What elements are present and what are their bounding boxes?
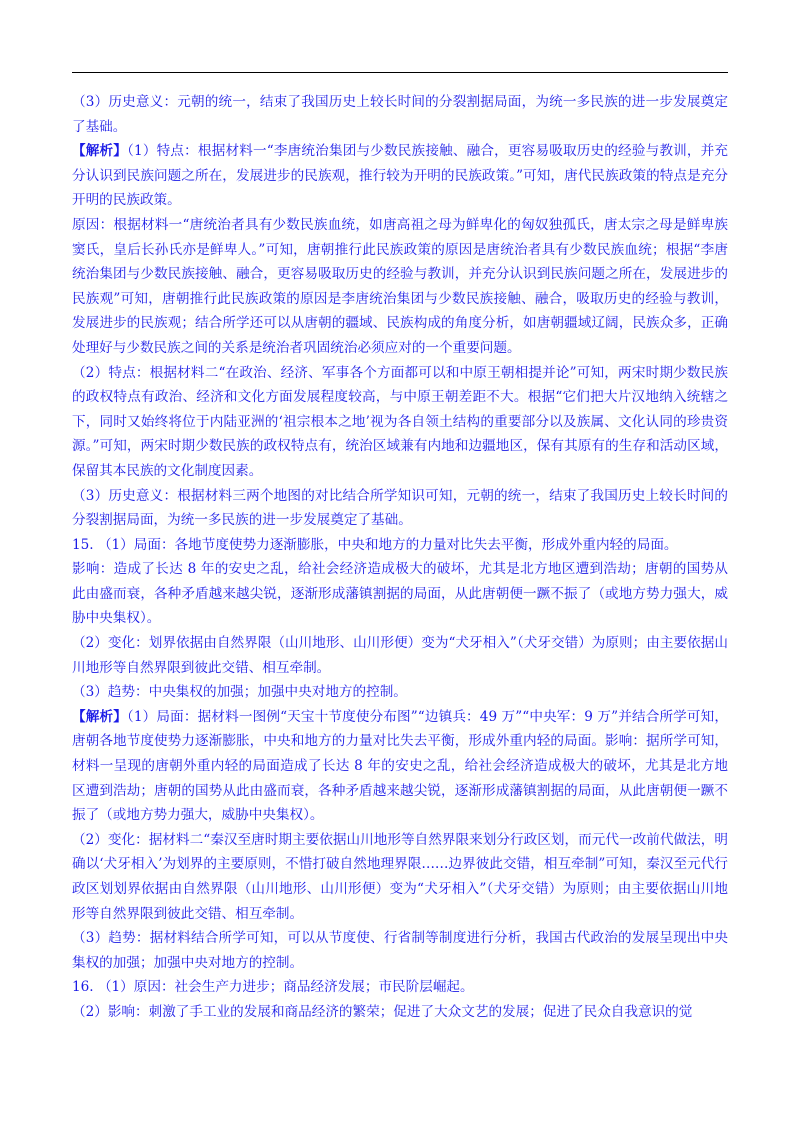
paragraph-text: 16. （1）原因：社会生产力进步；商品经济发展；市民阶层崛起。	[72, 979, 474, 996]
paragraph-text: （2）变化：划界依据由自然界限（山川地形、山川形便）变为“犬牙相入”（犬牙交错）为原则；由主要依据山川地形等自然界限到彼此交错、相互牵制。	[72, 635, 728, 676]
paragraph	[72, 361, 728, 484]
paragraph	[72, 484, 728, 533]
paragraph	[72, 90, 728, 139]
paragraph-text: 15. （1）局面：各地节度使势力逐渐膨胀，中央和地方的力量对比失去平衡，形成外重内轻的局面。	[72, 536, 678, 553]
paragraph	[72, 975, 728, 1000]
paragraph	[72, 680, 728, 705]
paragraph	[72, 828, 728, 926]
paragraph	[72, 533, 728, 558]
header-rule	[72, 72, 728, 73]
paragraph-text: （3）趋势：据材料结合所学可知，可以从节度使、行省制等制度进行分析，我国古代政治的发展呈现出中央集权的加强；加强中央对地方的控制。	[72, 930, 728, 971]
paragraph	[72, 705, 728, 828]
paragraph-text: 影响：造成了长达 8 年的安史之乱，给社会经济造成极大的破坏，尤其是北方地区遭到浩劫；唐朝的国势从此由盛而衰，各种矛盾越来越尖锐，逐渐形成藩镇割据的局面，从此唐朝便一蹶不振了（或地方势力强大，威胁中央集权）。	[72, 561, 728, 627]
analysis-tag: 【解析】	[72, 708, 127, 725]
paragraph-text: （1）特点：根据材料一“李唐统治集团与少数民族接触、融合，更容易吸取历史的经验与教训，并充分认识到民族问题之所在，发展进步的民族观，推行较为开明的民族政策。”可知，唐代民族政策的特点是充分开明的民族政策。	[72, 143, 729, 209]
paragraph	[72, 557, 728, 631]
answer-content	[72, 90, 728, 1025]
paragraph-text: （2）特点：根据材料二“在政治、经济、军事各个方面都可以和中原王朝相提并论”可知，两宋时期少数民族的政权特点有政治、经济和文化方面发展程度较高，与中原王朝差距不大。根据“它们把大片汉地纳入统辖之下，同时又始终将位于内陆亚洲的‘祖宗根本之地’视为各自领土结构的重要部分以及族属、文化认同的珍贵资源。”可知，两宋时期少数民族的政权特点有，统治区域兼有内地和边疆地区，保有其原有的生存和活动区域，保留其本民族的文化制度因素。	[72, 364, 728, 479]
paragraph	[72, 631, 728, 680]
paragraph	[72, 1000, 728, 1025]
paragraph	[72, 213, 728, 361]
paragraph-text: （2）变化：据材料二“秦汉至唐时期主要依据山川地形等自然界限来划分行政区划，而元代一改前代做法，明确以‘犬牙相入’为划界的主要原则，不惜打破自然地理界限……边界彼此交错，相互牵制”可知，秦汉至元代行政区划划界依据由自然界限（山川地形、山川形便）变为“犬牙相入”（犬牙交错）为原则；由主要依据山川地形等自然界限到彼此交错、相互牵制。	[72, 831, 728, 922]
paragraph-text: （1）局面：据材料一图例“天宝十节度使分布图”“边镇兵：49 万”“中央军：9 万”并结合所学可知，唐朝各地节度使势力逐渐膨胀，中央和地方的力量对比失去平衡，形成外重内轻的局面。影响：据所学可知，材料一呈现的唐朝外重内轻的局面造成了长达 8 年的安史之乱，给社会经济造成极大的破坏，尤其是北方地区遭到浩劫；唐朝的国势从此由盛而衰，各种矛盾越来越尖锐，逐渐形成藩镇割据的局面，从此唐朝便一蹶不振了（或地方势力强大，威胁中央集权）。	[72, 708, 728, 824]
paragraph	[72, 139, 728, 213]
paragraph-text: （3）历史意义：根据材料三两个地图的对比结合所学知识可知，元朝的统一，结束了我国历史上较长时间的分裂割据局面，为统一多民族的进一步发展奠定了基础。	[72, 487, 728, 529]
paragraph-text: 原因：根据材料一“唐统治者具有少数民族血统，如唐高祖之母为鲜卑化的匈奴独孤氏，唐太宗之母是鲜卑族窦氏，皇后长孙氏亦是鲜卑人。”可知，唐朝推行此民族政策的原因是唐统治者具有少数民族血统；根据“李唐统治集团与少数民族接触、融合，更容易吸取历史的经验与教训，并充分认识到民族问题之所在，发展进步的民族观”可知，唐朝推行此民族政策的原因是李唐统治集团与少数民族接触、融合，吸取历史的经验与教训，发展进步的民族观；结合所学还可以从唐朝的疆域、民族构成的角度分析，如唐朝疆域辽阔，民族众多，正确处理好与少数民族之间的关系是统治者巩固统治必须应对的一个重要问题。	[72, 216, 728, 356]
paragraph-text: （3）趋势：中央集权的加强；加强中央对地方的控制。	[72, 684, 407, 701]
paragraph	[72, 926, 728, 975]
paragraph-text: （2）影响：刺激了手工业的发展和商品经济的繁荣；促进了大众文艺的发展；促进了民众自我意识的觉	[72, 1003, 693, 1020]
paragraph-text: （3）历史意义：元朝的统一，结束了我国历史上较长时间的分裂割据局面，为统一多民族的进一步发展奠定了基础。	[72, 94, 728, 135]
analysis-tag: 【解析】	[72, 143, 128, 160]
